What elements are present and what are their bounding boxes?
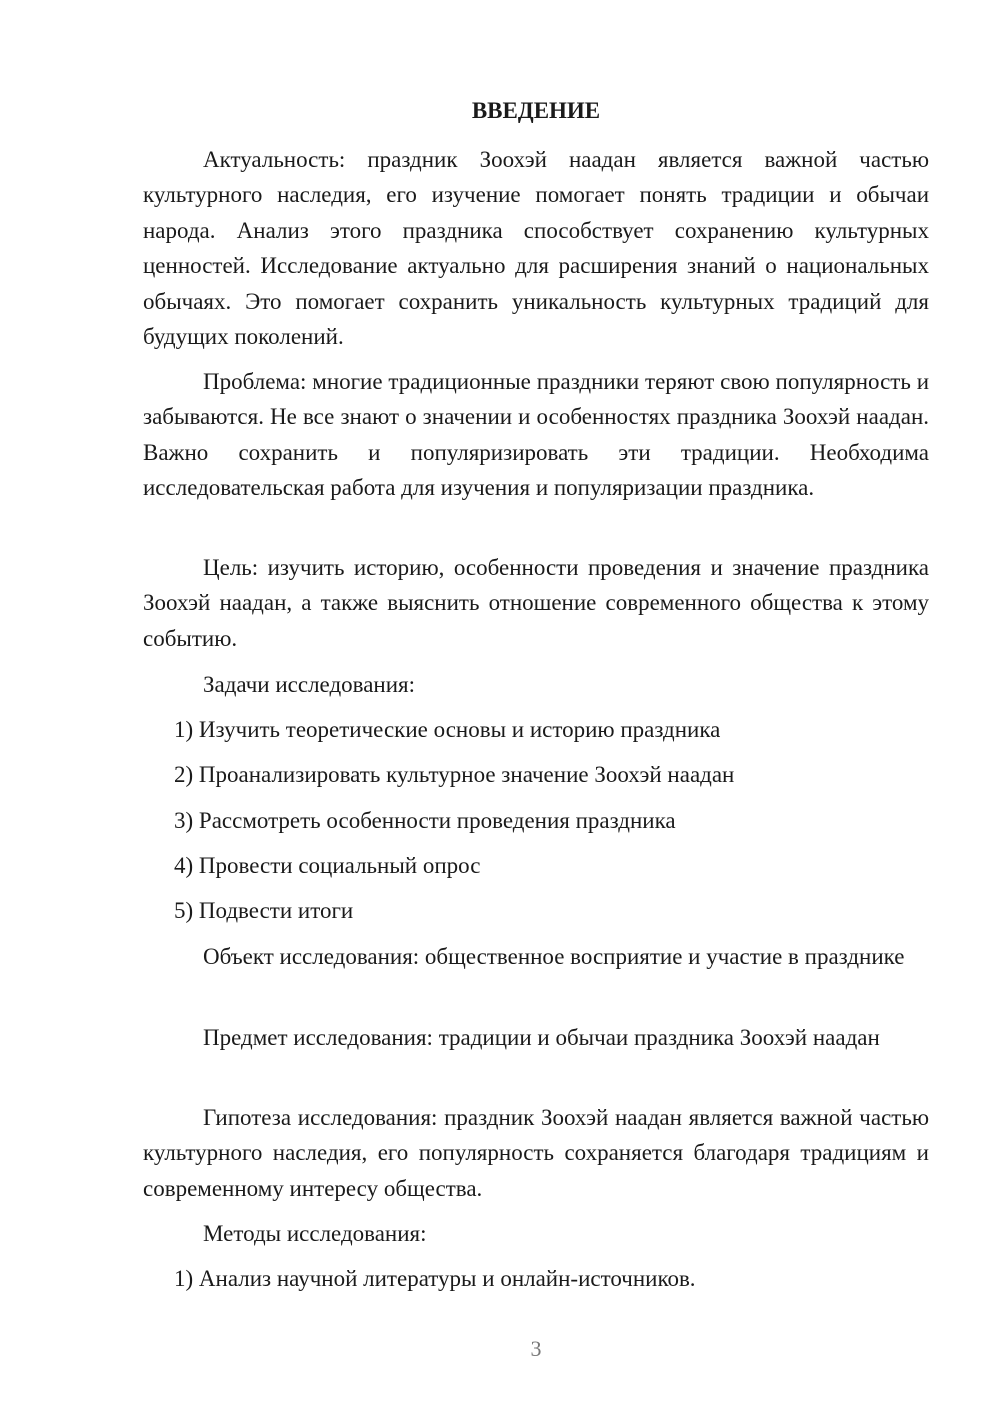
page-title: ВВЕДЕНИЕ (471, 98, 601, 123)
methods-heading: Методы исследования: (203, 1221, 427, 1246)
task-item: 1) Изучить теоретические основы и историю праздника (174, 717, 721, 742)
object-paragraph: Объект исследования: общественное восприятие и участие в празднике (203, 944, 905, 969)
method-item: 1) Анализ научной литературы и онлайн-источников. (174, 1266, 696, 1291)
page-number: 3 (530, 1336, 542, 1361)
hypothesis-paragraph: Гипотеза исследования: праздник Зоохэй наадан является важной частью культурного наследия, его популярность сохраняется благодаря традициям и современному интересу общества. (143, 1105, 929, 1201)
task-item: 5) Подвести итоги (174, 898, 354, 923)
goal-paragraph: Цель: изучить историю, особенности проведения и значение праздника Зоохэй наадан, а также выяснить отношение современного общества к этому событию. (143, 555, 929, 651)
task-item: 4) Провести социальный опрос (174, 853, 481, 878)
tasks-heading: Задачи исследования: (203, 672, 416, 697)
task-item: 3) Рассмотреть особенности проведения праздника (174, 808, 676, 833)
task-item: 2) Проанализировать культурное значение Зоохэй наадан (174, 762, 735, 787)
problem-paragraph: Проблема: многие традиционные праздники теряют свою популярность и забываются. Не все знают о значении и особенностях праздника Зоохэй наадан. Важно сохранить и популяризировать эти традиции. Необходима исследовательская работа для изучения и популяризации праздника. (143, 369, 929, 501)
subject-paragraph: Предмет исследования: традиции и обычаи праздника Зоохэй наадан (203, 1025, 880, 1050)
relevance-paragraph: Актуальность: праздник Зоохэй наадан является важной частью культурного наследия, его изучение помогает понять традиции и обычаи народа. Анализ этого праздника способствует сохранению культурных ценностей. Исследование актуально для расширения знаний о национальных обычаях. Это помогает сохранить уникальность культурных традиций для будущих поколений. (143, 147, 929, 350)
